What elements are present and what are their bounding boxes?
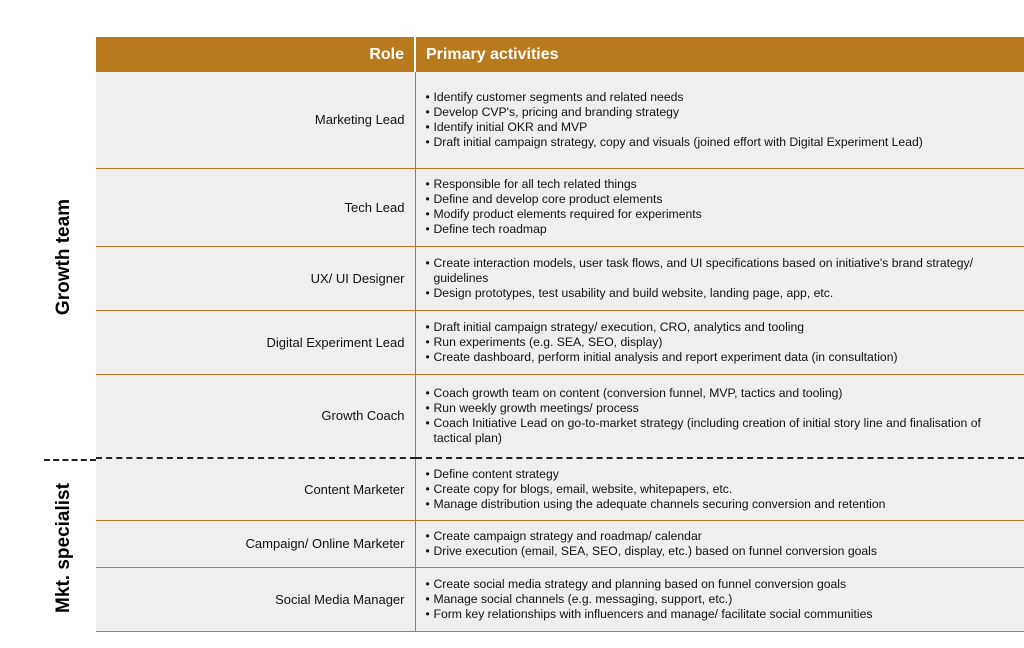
table-row (96, 310, 1024, 374)
activity-item: • Coach growth team on content (conversion funnel, MVP, tactics and tooling) (426, 386, 1017, 401)
activities-cell (415, 520, 1024, 567)
activities-cell (415, 567, 1024, 631)
group-label-growth-team: Growth team (53, 198, 74, 316)
cropped-title-strip (96, 0, 1024, 20)
activity-item: • Identify initial OKR and MVP (426, 120, 1017, 135)
role-cell: Content Marketer (96, 458, 415, 520)
roles-table (96, 37, 1024, 632)
activities-column-header: Primary activities (415, 37, 1024, 72)
activity-item: • Define and develop core product elements (426, 192, 1017, 207)
activity-item: • Responsible for all tech related things (426, 177, 1017, 192)
table-row (96, 374, 1024, 458)
activity-list (426, 577, 1017, 622)
activity-item: • Design prototypes, test usability and build website, landing page, app, etc. (426, 286, 1017, 301)
activity-list (426, 256, 1017, 301)
activities-cell (415, 246, 1024, 310)
activity-item: • Form key relationships with influencers and manage/ facilitate social communities (426, 607, 1017, 622)
activities-cell (415, 374, 1024, 458)
activity-item: • Create interaction models, user task flows, and UI specifications based on initiative's brand strategy/ guidelines (426, 256, 1017, 286)
activity-item: • Manage distribution using the adequate channels securing conversion and retention (426, 497, 1017, 512)
activity-item: • Manage social channels (e.g. messaging, support, etc.) (426, 592, 1017, 607)
activity-item: • Define content strategy (426, 467, 1017, 482)
role-cell: Campaign/ Online Marketer (96, 520, 415, 567)
activity-item: • Run experiments (e.g. SEA, SEO, display) (426, 335, 1017, 350)
activity-list (426, 320, 1017, 365)
activity-item: • Develop CVP's, pricing and branding strategy (426, 105, 1017, 120)
table-row (96, 567, 1024, 631)
activity-item: • Coach Initiative Lead on go-to-market strategy (including creation of initial story line and finalisation of tactical plan) (426, 416, 1017, 446)
activity-item: • Drive execution (email, SEA, SEO, display, etc.) based on funnel conversion goals (426, 544, 1017, 559)
activity-list (426, 90, 1017, 150)
table-row (96, 246, 1024, 310)
activity-list (426, 177, 1017, 237)
role-cell: Tech Lead (96, 168, 415, 246)
group-label-mkt-specialist: Mkt. specialist (53, 482, 75, 613)
role-cell: Social Media Manager (96, 567, 415, 631)
activity-list (426, 529, 1017, 559)
role-column-header: Role (96, 37, 415, 72)
role-cell: Marketing Lead (96, 72, 415, 168)
activity-item: • Run weekly growth meetings/ process (426, 401, 1017, 416)
group-divider-line (44, 459, 96, 461)
activities-cell (415, 72, 1024, 168)
activity-item: • Draft initial campaign strategy/ execution, CRO, analytics and tooling (426, 320, 1017, 335)
activities-cell (415, 310, 1024, 374)
activity-item: • Create social media strategy and planning based on funnel conversion goals (426, 577, 1017, 592)
activity-list (426, 386, 1017, 446)
table-row (96, 458, 1024, 520)
activity-item: • Create copy for blogs, email, website, whitepapers, etc. (426, 482, 1017, 497)
table-row (96, 168, 1024, 246)
activities-cell (415, 168, 1024, 246)
activity-list (426, 467, 1017, 512)
role-cell: Growth Coach (96, 374, 415, 458)
table-row (96, 520, 1024, 567)
activities-cell (415, 458, 1024, 520)
activity-item: • Define tech roadmap (426, 222, 1017, 237)
table-row (96, 72, 1024, 168)
activity-item: • Create dashboard, perform initial analysis and report experiment data (in consultation) (426, 350, 1017, 365)
role-cell: UX/ UI Designer (96, 246, 415, 310)
role-cell: Digital Experiment Lead (96, 310, 415, 374)
table-header-row (96, 37, 1024, 72)
activity-item: • Identify customer segments and related needs (426, 90, 1017, 105)
activity-item: • Create campaign strategy and roadmap/ calendar (426, 529, 1017, 544)
activity-item: • Draft initial campaign strategy, copy and visuals (joined effort with Digital Experiment Lead) (426, 135, 1017, 150)
activity-item: • Modify product elements required for experiments (426, 207, 1017, 222)
